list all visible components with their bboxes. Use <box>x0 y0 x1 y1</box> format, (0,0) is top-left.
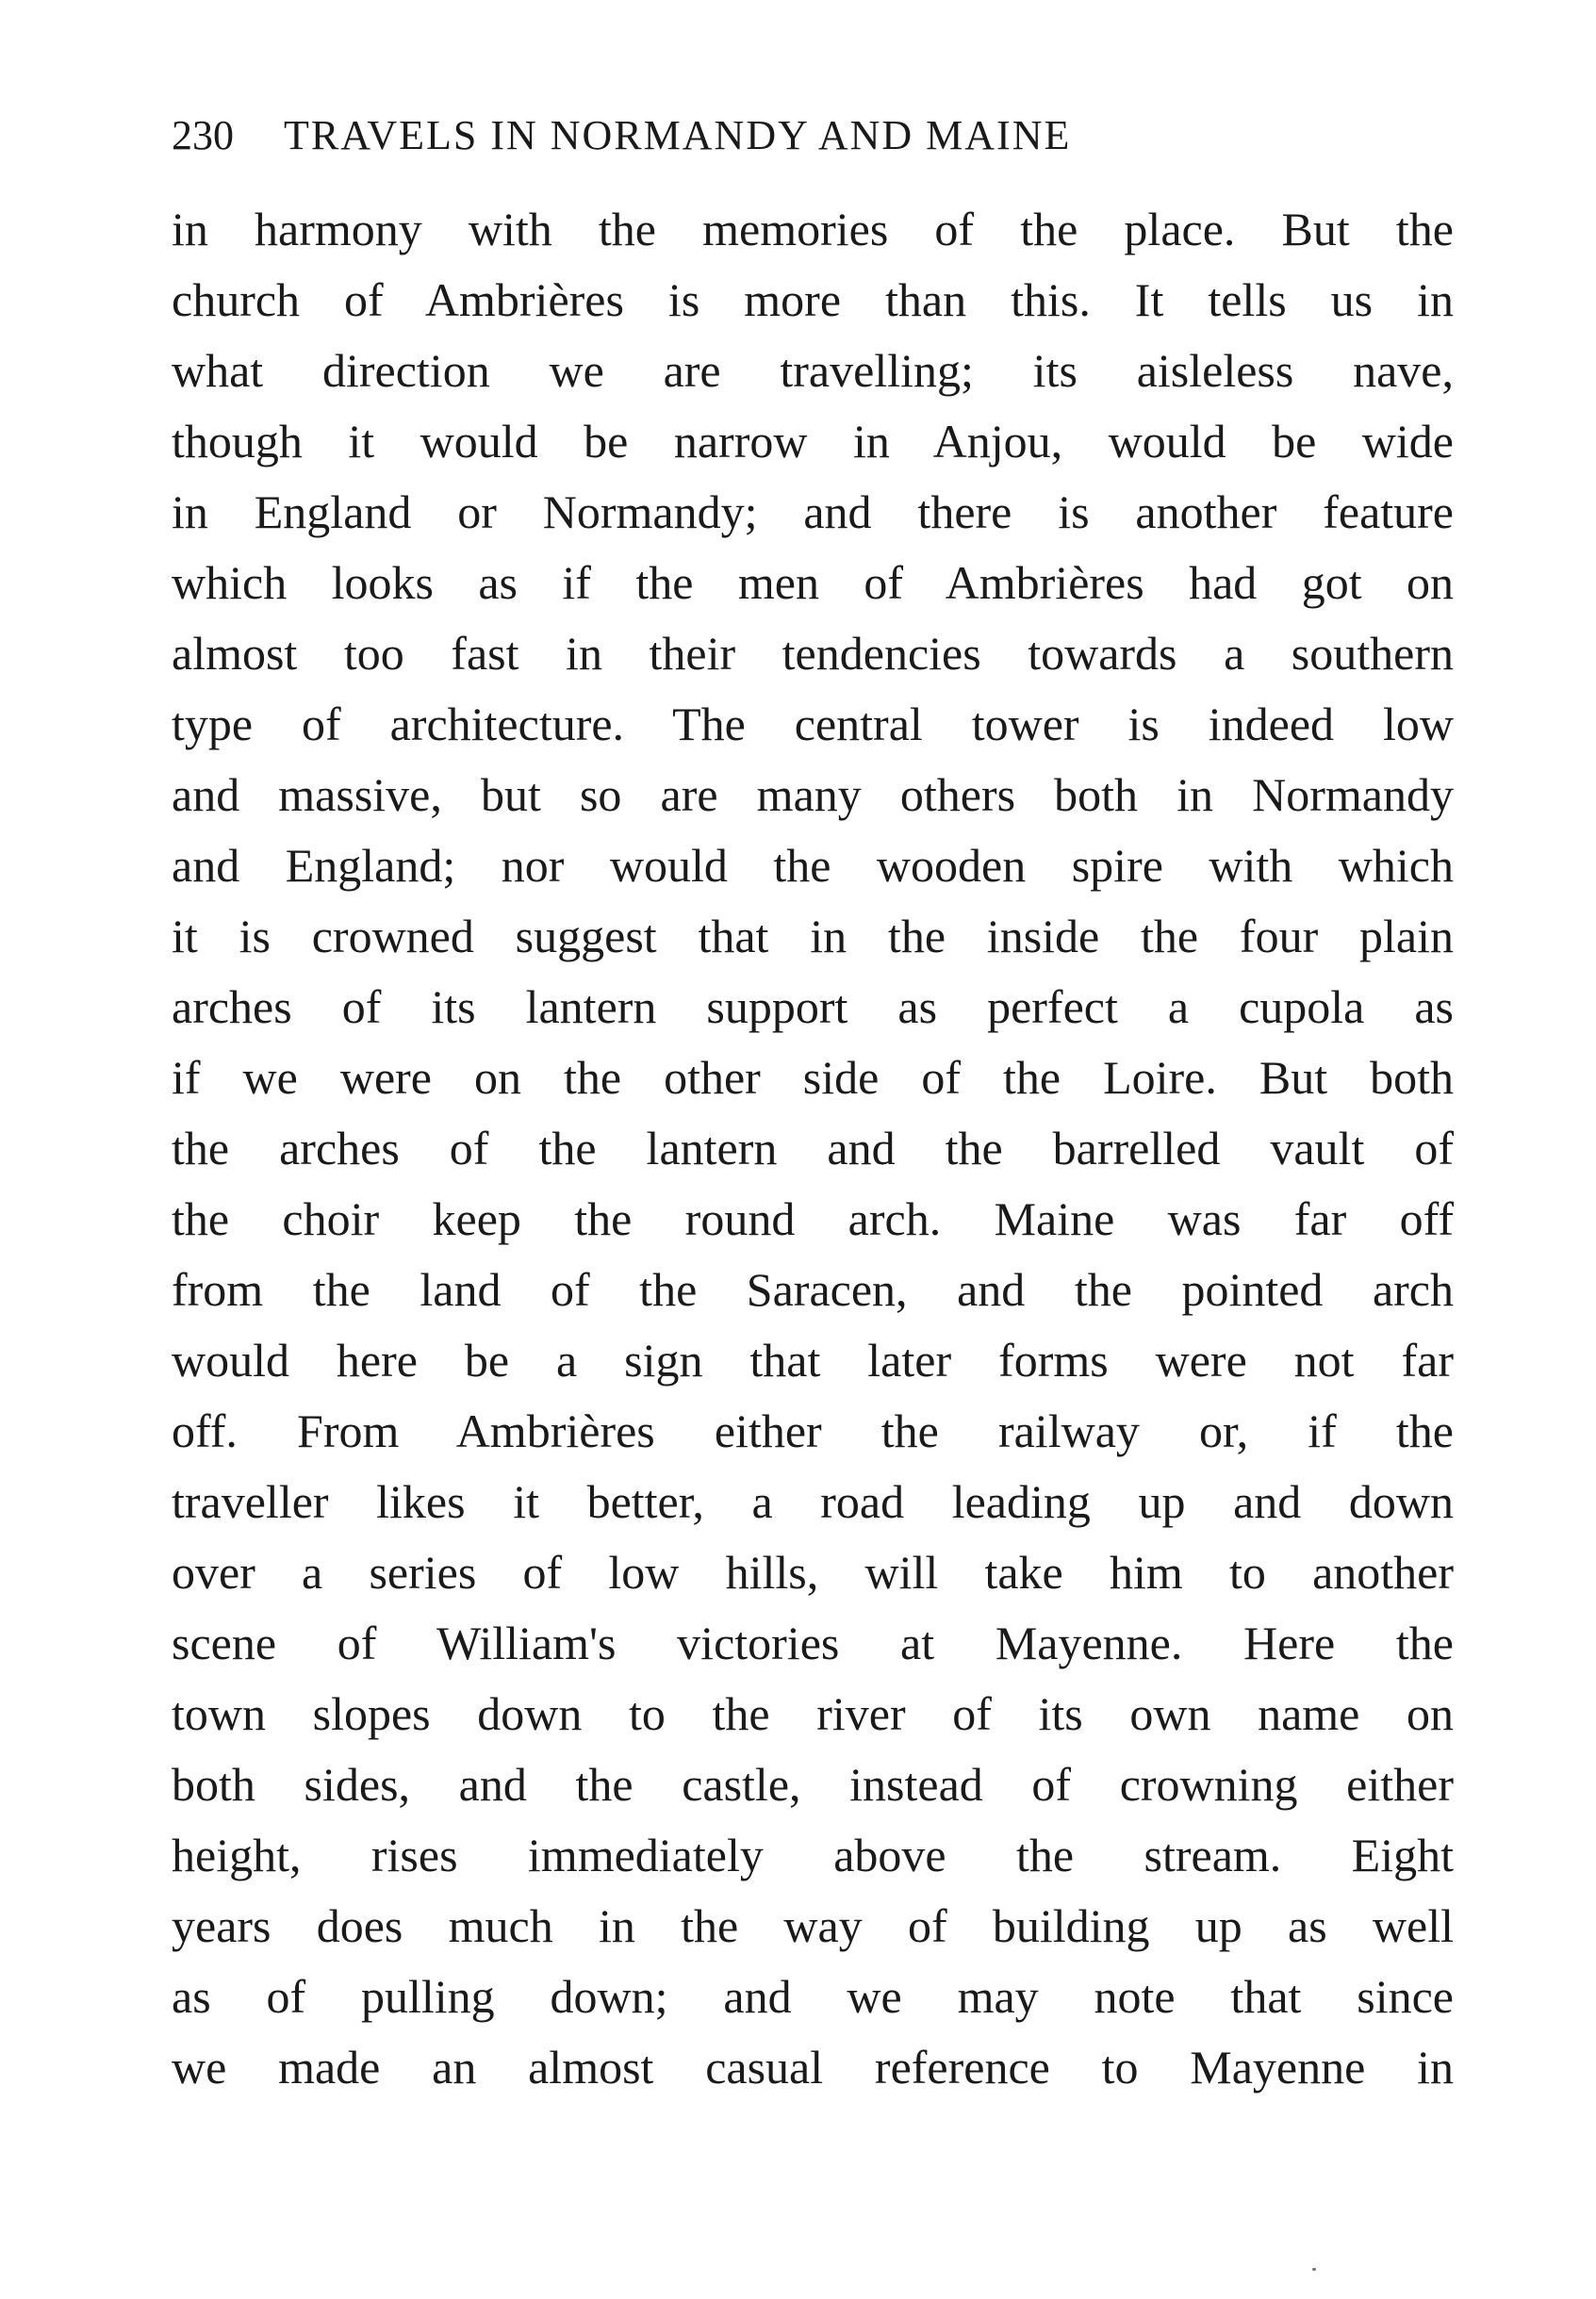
text-line: almost too fast in their tendencies towards a southern <box>172 627 1454 680</box>
text-line: it is crowned suggest that in the inside the four plain <box>172 910 1454 962</box>
text-line: scene of William's victories at Mayenne. Here the <box>172 1617 1454 1669</box>
text-line: what direction we are travelling; its aisleless nave, <box>172 344 1454 397</box>
text-line: and England; nor would the wooden spire with which <box>172 839 1454 892</box>
text-line: in England or Normandy; and there is another feature <box>172 485 1454 538</box>
text-line: and massive, but so are many others both in Normandy <box>172 768 1454 821</box>
text-line: the choir keep the round arch. Maine was far off <box>172 1192 1454 1245</box>
text-line: the arches of the lantern and the barrelled vault of <box>172 1122 1454 1174</box>
text-line: off. From Ambrières either the railway or, if the <box>172 1404 1454 1457</box>
text-line: over a series of low hills, will take him to another <box>172 1546 1454 1599</box>
text-line: would here be a sign that later forms were not far <box>172 1334 1454 1387</box>
text-line: arches of its lantern support as perfect a cupola as <box>172 980 1454 1033</box>
text-line: which looks as if the men of Ambrières had got on <box>172 556 1454 609</box>
text-line: from the land of the Saracen, and the pointed arch <box>172 1263 1454 1316</box>
text-line: town slopes down to the river of its own name on <box>172 1687 1454 1740</box>
scan-speck <box>1312 2268 1316 2271</box>
text-line: height, rises immediately above the stream. Eight <box>172 1829 1454 1881</box>
running-title: TRAVELS IN NORMANDY AND MAINE <box>284 112 1072 158</box>
text-line: type of architecture. The central tower is indeed low <box>172 698 1454 750</box>
text-line: both sides, and the castle, instead of crowning either <box>172 1758 1454 1811</box>
text-line: though it would be narrow in Anjou, would be wide <box>172 415 1454 468</box>
text-line: as of pulling down; and we may note that since <box>172 1970 1454 2023</box>
body-text <box>172 194 1454 2103</box>
text-line: years does much in the way of building up as well <box>172 1899 1454 1952</box>
running-head <box>172 107 1454 164</box>
text-line: traveller likes it better, a road leading up and down <box>172 1475 1454 1528</box>
text-line: we made an almost casual reference to Mayenne in <box>172 2041 1454 2094</box>
text-line: in harmony with the memories of the place. But the <box>172 203 1454 255</box>
text-line: church of Ambrières is more than this. It tells us in <box>172 273 1454 326</box>
text-line: if we were on the other side of the Loire. But both <box>172 1051 1454 1104</box>
page-number: 230 <box>172 112 234 158</box>
